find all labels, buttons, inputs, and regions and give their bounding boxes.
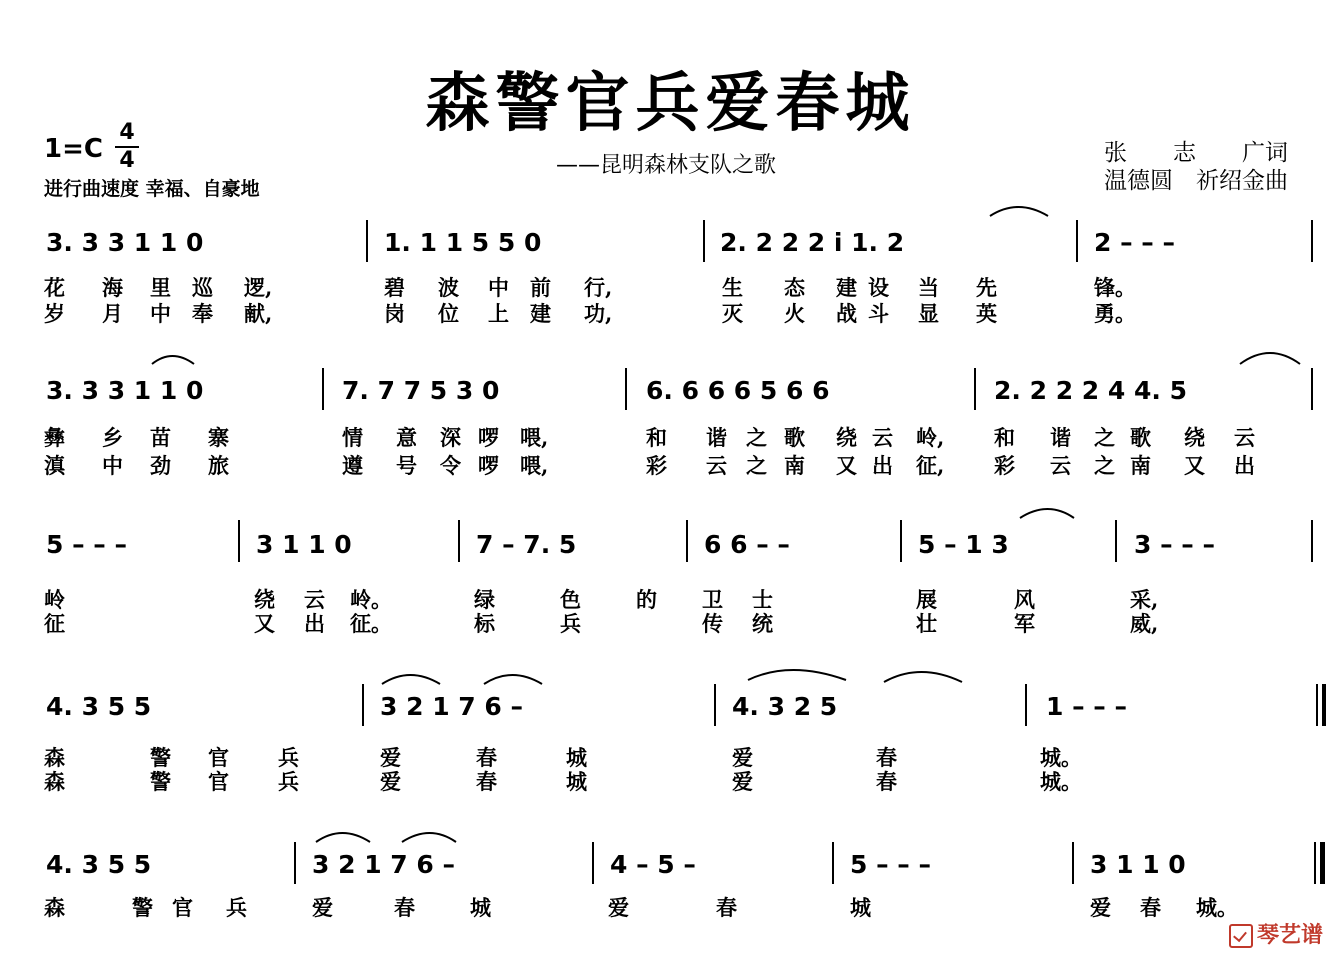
- lyric-char: 当: [918, 275, 939, 300]
- lyric-char: 色: [560, 587, 581, 612]
- lyric-char: 采,: [1130, 587, 1159, 612]
- lyric-char: 云: [872, 425, 893, 450]
- line-3-measure-3: 7 – 7. 5: [476, 530, 577, 559]
- lyric-char: 又: [836, 453, 857, 478]
- lyric-char: 月: [102, 301, 123, 326]
- lyric-char: 显: [918, 301, 939, 326]
- lyric-char: 岭。: [350, 587, 392, 612]
- lyric-char: 号: [396, 453, 417, 478]
- lyric-char: 爱: [608, 895, 629, 920]
- lyric-char: 中: [150, 301, 171, 326]
- lyric-char: 春: [476, 769, 497, 794]
- line-1-measure-4: 2 – – –: [1094, 228, 1176, 257]
- subtitle: ——昆明森林支队之歌: [556, 153, 777, 178]
- lyric-char: 出: [1234, 453, 1255, 478]
- lyric-char: 态: [784, 275, 805, 300]
- lyric-char: 之: [746, 425, 767, 450]
- lyric-char: 绕: [254, 587, 275, 612]
- lyric-char: 岗: [384, 301, 405, 326]
- line-3-measure-6: 3 – – –: [1134, 530, 1216, 559]
- lyric-char: 士: [752, 587, 773, 612]
- lyric-char: 前: [530, 275, 551, 300]
- lyric-char: 谐: [1050, 425, 1071, 450]
- lyric-char: 深: [440, 425, 461, 450]
- lyric-char: 歌: [1130, 425, 1151, 450]
- lyric-char: 绿: [474, 587, 495, 612]
- lyric-char: 巡: [192, 275, 213, 300]
- lyric-char: 和: [646, 425, 667, 450]
- time-signature-top: 4: [119, 120, 135, 145]
- lyric-char: 爱: [312, 895, 333, 920]
- lyric-char: 警: [150, 745, 171, 770]
- lyric-char: 城: [566, 745, 587, 770]
- lyric-char: 英: [976, 301, 997, 326]
- lyric-char: 城。: [1196, 895, 1238, 920]
- composer-credit: 温德圆 祈绍金曲: [1104, 168, 1288, 194]
- lyric-char: 春: [476, 745, 497, 770]
- lyric-char: 征,: [916, 453, 945, 478]
- lyric-char: 之: [746, 453, 767, 478]
- slur: [1240, 353, 1300, 364]
- lyric-char: 城: [566, 769, 587, 794]
- line-2-measure-3: 6. 6 6 6 5 6 6: [646, 376, 830, 405]
- lyric-char: 令: [440, 453, 461, 478]
- checkmark-icon: [1229, 924, 1253, 948]
- lyric-char: 森: [44, 745, 65, 770]
- lyric-char: 春: [394, 895, 415, 920]
- line-3-measure-2: 3 1 1 0: [256, 530, 352, 559]
- line-4-measure-1: 4. 3 5 5: [46, 692, 152, 721]
- lyric-char: 情: [342, 425, 363, 450]
- lyric-char: 出: [304, 611, 325, 636]
- lyric-char: 波: [438, 275, 459, 300]
- lyric-char: 城: [470, 895, 491, 920]
- lyric-char: 又: [254, 611, 275, 636]
- line-1-measure-2: 1. 1 1 5 5 0: [384, 228, 542, 257]
- lyric-char: 壮: [916, 611, 937, 636]
- lyric-char: 南: [784, 453, 805, 478]
- lyric-char: 爱: [732, 745, 753, 770]
- lyric-char: 统: [752, 611, 773, 636]
- lyric-char: 云: [706, 453, 727, 478]
- lyric-char: 生: [722, 275, 743, 300]
- lyric-char: 传: [702, 611, 723, 636]
- lyric-char: 彩: [646, 453, 667, 478]
- lyric-char: 军: [1014, 611, 1035, 636]
- lyric-char: 彩: [994, 453, 1015, 478]
- lyric-char: 爱: [380, 769, 401, 794]
- lyric-char: 征: [44, 611, 65, 636]
- lyric-char: 锋。: [1094, 275, 1136, 300]
- lyric-char: 威,: [1130, 611, 1159, 636]
- lyric-char: 爱: [732, 769, 753, 794]
- lyric-char: 之: [1094, 425, 1115, 450]
- lyric-char: 乡: [102, 425, 123, 450]
- lyric-char: 建: [836, 275, 857, 300]
- line-2-measure-1: 3. 3 3 1 1 0: [46, 376, 204, 405]
- watermark-text: 琴艺谱: [1256, 923, 1323, 948]
- song-title: 森警官兵爱春城: [425, 66, 916, 141]
- lyric-char: 战: [836, 301, 857, 326]
- lyric-char: 里: [150, 275, 171, 300]
- lyric-char: 火: [784, 301, 805, 326]
- lyric-char: 春: [716, 895, 737, 920]
- lyric-char: 官: [172, 895, 193, 920]
- lyric-char: 城: [850, 895, 871, 920]
- lyric-char: 中: [488, 275, 509, 300]
- lyric-char: 寨: [208, 425, 229, 450]
- lyric-char: 春: [876, 745, 897, 770]
- line-3-measure-5: 5 – 1 3: [918, 530, 1009, 559]
- lyric-char: 云: [1050, 453, 1071, 478]
- lyric-char: 兵: [226, 895, 247, 920]
- line-5-measure-5: 3 1 1 0: [1090, 850, 1186, 879]
- line-3-measure-4: 6 6 – –: [704, 530, 790, 559]
- key-signature: 1=C: [44, 134, 103, 164]
- lyric-char: 奉: [192, 301, 213, 326]
- slur: [316, 833, 370, 842]
- lyric-char: 春: [1140, 895, 1161, 920]
- lyric-char: 碧: [384, 275, 405, 300]
- lyric-char: 歌: [784, 425, 805, 450]
- lyric-char: 岭: [44, 587, 65, 612]
- lyric-char: 功,: [584, 301, 613, 326]
- line-3-measure-1: 5 – – –: [46, 530, 128, 559]
- line-2-measure-4: 2. 2 2 2 4 4. 5: [994, 376, 1187, 405]
- lyric-char: 森: [44, 769, 65, 794]
- line-5-measure-2: 3 2 1 7 6 –: [312, 850, 455, 879]
- slur: [382, 675, 440, 684]
- lyric-char: 展: [916, 587, 937, 612]
- lyric-char: 春: [876, 769, 897, 794]
- lyric-char: 勇。: [1094, 301, 1136, 326]
- lyric-char: 的: [636, 587, 657, 612]
- line-4-measure-3: 4. 3 2 5: [732, 692, 838, 721]
- lyricist-credit: 张 志 广词: [1104, 140, 1288, 166]
- lyric-char: 建: [530, 301, 551, 326]
- lyric-char: 森: [44, 895, 65, 920]
- lyric-char: 兵: [278, 769, 299, 794]
- lyric-char: 谐: [706, 425, 727, 450]
- lyric-char: 啰: [478, 425, 499, 450]
- lyric-char: 风: [1014, 587, 1035, 612]
- lyric-char: 城。: [1040, 745, 1082, 770]
- lyric-char: 云: [1234, 425, 1255, 450]
- line-5-measure-1: 4. 3 5 5: [46, 850, 152, 879]
- lyric-char: 中: [102, 453, 123, 478]
- lyric-char: 岁: [44, 301, 65, 326]
- lyric-char: 绕: [1184, 425, 1205, 450]
- lyric-char: 之: [1094, 453, 1115, 478]
- line-5-measure-4: 5 – – –: [850, 850, 932, 879]
- slur: [884, 672, 962, 682]
- slur: [152, 356, 194, 364]
- slur: [402, 833, 456, 842]
- lyric-char: 又: [1184, 453, 1205, 478]
- lyric-char: 兵: [278, 745, 299, 770]
- lyric-char: 逻,: [244, 275, 273, 300]
- lyric-char: 位: [438, 301, 459, 326]
- lyric-char: 绕: [836, 425, 857, 450]
- lyric-char: 先: [976, 275, 997, 300]
- lyric-char: 彝: [44, 425, 65, 450]
- line-1-measure-1: 3. 3 3 1 1 0: [46, 228, 204, 257]
- lyric-char: 意: [396, 425, 417, 450]
- lyric-char: 警: [132, 895, 153, 920]
- lyric-char: 南: [1130, 453, 1151, 478]
- lyric-char: 滇: [44, 453, 65, 478]
- lyric-char: 喂,: [520, 425, 549, 450]
- lyric-char: 官: [208, 745, 229, 770]
- lyric-char: 设: [868, 275, 889, 300]
- lyric-char: 喂,: [520, 453, 549, 478]
- lyric-char: 行,: [584, 275, 613, 300]
- line-4-measure-4: 1 – – –: [1046, 692, 1128, 721]
- lyric-char: 海: [102, 275, 123, 300]
- line-2-measure-2: 7. 7 7 5 3 0: [342, 376, 500, 405]
- lyric-char: 标: [474, 611, 495, 636]
- line-5-measure-3: 4 – 5 –: [610, 850, 696, 879]
- lyric-char: 警: [150, 769, 171, 794]
- lyric-char: 卫: [702, 587, 723, 612]
- watermark-logo: [1229, 918, 1323, 949]
- line-4-measure-2: 3 2 1 7 6 –: [380, 692, 523, 721]
- lyric-char: 岭,: [916, 425, 945, 450]
- slur: [1020, 509, 1074, 518]
- lyric-char: 苗: [150, 425, 171, 450]
- lyric-char: 官: [208, 769, 229, 794]
- lyric-char: 劲: [150, 453, 171, 478]
- lyric-char: 遵: [342, 453, 363, 478]
- lyric-char: 灭: [722, 301, 743, 326]
- lyric-char: 爱: [1090, 895, 1111, 920]
- tempo-marking: 进行曲速度 幸福、自豪地: [44, 178, 260, 200]
- time-signature-bottom: 4: [119, 148, 135, 173]
- lyric-char: 上: [488, 301, 509, 326]
- lyric-char: 出: [872, 453, 893, 478]
- lyric-char: 征。: [350, 611, 392, 636]
- lyric-char: 斗: [868, 301, 889, 326]
- lyric-char: 献,: [244, 301, 273, 326]
- lyric-char: 旅: [208, 453, 229, 478]
- line-1-measure-3: 2. 2 2 2 i 1. 2: [720, 228, 905, 257]
- slur: [484, 675, 542, 684]
- lyric-char: 兵: [560, 611, 581, 636]
- slur: [990, 207, 1048, 216]
- slur: [748, 670, 846, 680]
- lyric-char: 花: [44, 275, 65, 300]
- lyric-char: 和: [994, 425, 1015, 450]
- lyric-char: 啰: [478, 453, 499, 478]
- lyric-char: 云: [304, 587, 325, 612]
- lyric-char: 爱: [380, 745, 401, 770]
- lyric-char: 城。: [1040, 769, 1082, 794]
